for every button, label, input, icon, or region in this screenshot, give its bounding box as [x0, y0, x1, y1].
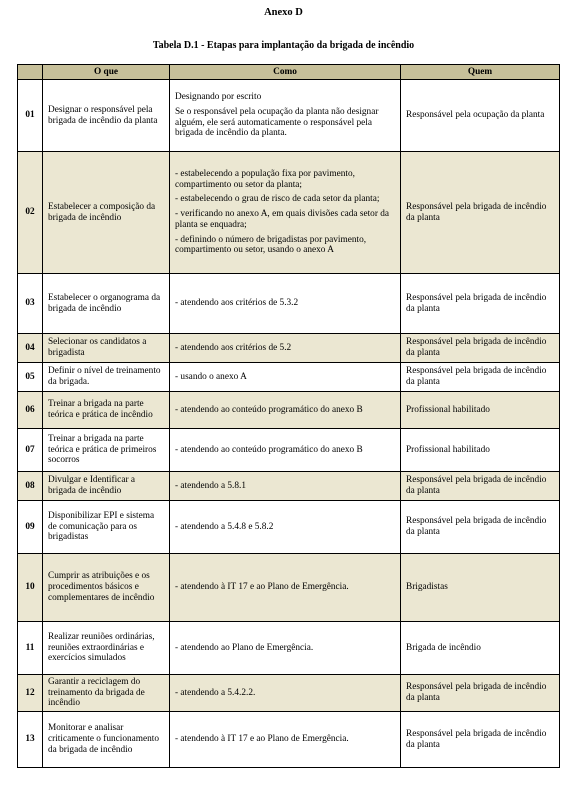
row-how	[170, 712, 401, 768]
row-who: Responsável pela brigada de incêndio da planta	[401, 472, 560, 501]
row-who: Responsável pela brigada de incêndio da planta	[401, 501, 560, 554]
table-row	[18, 80, 560, 152]
row-how	[170, 334, 401, 363]
row-how-line: - estabelecendo a população fixa por pavimento, compartimento ou setor da planta;	[175, 169, 355, 190]
row-how-line: - verificando no anexo A, em quais divisões cada setor da planta se enquadra;	[175, 209, 390, 230]
row-how-line: - atendendo à IT 17 e ao Plano de Emergência.	[175, 582, 349, 593]
row-number: 10	[18, 554, 43, 622]
row-how-line: - atendendo a 5.4.2.2.	[175, 687, 256, 698]
row-what: Garantir a reciclagem do treinamento da brigada de incêndio	[43, 675, 170, 712]
row-what: Disponibilizar EPI e sistema de comunicação para os brigadistas	[43, 501, 170, 554]
row-number: 01	[18, 80, 43, 152]
row-number: 08	[18, 472, 43, 501]
row-number: 09	[18, 501, 43, 554]
table-row	[18, 429, 560, 472]
table-header-row	[18, 65, 560, 80]
row-who: Responsável pela brigada de incêndio da planta	[401, 334, 560, 363]
row-how	[170, 622, 401, 675]
row-how	[170, 80, 401, 152]
row-how-line: Se o responsável pela ocupação da planta não designar alguém, ele será automaticamente o responsável pela brigada de incêndio da planta.	[175, 106, 379, 139]
row-number: 07	[18, 429, 43, 472]
row-what: Monitorar e analisar criticamente o funcionamento da brigada de incêndio	[43, 712, 170, 768]
row-how	[170, 501, 401, 554]
row-who: Responsável pela brigada de incêndio da planta	[401, 675, 560, 712]
table-row	[18, 712, 560, 768]
row-number: 11	[18, 622, 43, 675]
table-row	[18, 622, 560, 675]
row-what: Estabelecer a composição da brigada de incêndio	[43, 152, 170, 274]
row-how-line: - estabelecendo o grau de risco de cada setor da planta;	[175, 194, 380, 205]
row-what: Estabelecer o organograma da brigada de incêndio	[43, 274, 170, 334]
annex-title: Anexo D	[264, 7, 303, 18]
table-row	[18, 392, 560, 429]
row-who: Responsável pela brigada de incêndio da planta	[401, 152, 560, 274]
row-how	[170, 472, 401, 501]
row-who: Profissional habilitado	[401, 392, 560, 429]
row-what: Cumprir as atribuições e os procedimentos básicos e complementares de incêndio	[43, 554, 170, 622]
table-row	[18, 274, 560, 334]
row-how-line: - definindo o número de brigadistas por pavimento, compartimento ou setor, usando o anexo A	[175, 234, 367, 256]
row-how	[170, 363, 401, 392]
row-how-line: - atendendo aos critérios de 5.2	[175, 342, 292, 353]
row-who: Responsável pela brigada de incêndio da planta	[401, 363, 560, 392]
row-who: Brigadistas	[401, 554, 560, 622]
row-what: Treinar a brigada na parte teórica e prática de primeiros socorros	[43, 429, 170, 472]
table-row	[18, 334, 560, 363]
row-how-line: - atendendo ao Plano de Emergência.	[175, 642, 314, 653]
row-how	[170, 675, 401, 712]
row-number: 05	[18, 363, 43, 392]
row-how-line: - usando o anexo A	[175, 371, 247, 382]
row-who: Responsável pela brigada de incêndio da planta	[401, 712, 560, 768]
table-caption: Tabela D.1 - Etapas para implantação da brigada de incêndio	[152, 40, 415, 51]
row-who: Responsável pela ocupação da planta	[401, 80, 560, 152]
row-who: Brigada de incêndio	[401, 622, 560, 675]
row-how-line: - atendendo a 5.8.1	[175, 480, 246, 491]
row-how-line: - atendendo ao conteúdo programático do anexo B	[175, 404, 363, 415]
row-number: 12	[18, 675, 43, 712]
row-number: 13	[18, 712, 43, 768]
table-row	[18, 152, 560, 274]
row-number: 03	[18, 274, 43, 334]
row-what: Designar o responsável pela brigada de incêndio da planta	[43, 80, 170, 152]
header-num	[18, 65, 43, 80]
row-what: Divulgar e Identificar a brigada de incêndio	[43, 472, 170, 501]
row-how-line: - atendendo ao conteúdo programático do anexo B	[175, 444, 363, 455]
row-how	[170, 392, 401, 429]
table-row	[18, 472, 560, 501]
row-how	[170, 274, 401, 334]
row-what: Definir o nível de treinamento da brigada.	[43, 363, 170, 392]
row-how	[170, 554, 401, 622]
row-how	[170, 152, 401, 274]
row-how-line: - atendendo aos critérios de 5.3.2	[175, 298, 299, 309]
header-how: Como	[170, 65, 401, 80]
table-row	[18, 363, 560, 392]
header-who: Quem	[401, 65, 560, 80]
row-what: Realizar reuniões ordinárias, reuniões extraordinárias e exercícios simulados	[43, 622, 170, 675]
table-row	[18, 675, 560, 712]
row-number: 02	[18, 152, 43, 274]
row-how-line: - atendendo à IT 17 e ao Plano de Emergência.	[175, 734, 349, 745]
row-how-line: - atendendo a 5.4.8 e 5.8.2	[175, 521, 274, 532]
row-how	[170, 429, 401, 472]
row-how-line: Designando por escrito	[175, 92, 262, 103]
header-what: O que	[43, 65, 170, 80]
row-what: Selecionar os candidatos a brigadista	[43, 334, 170, 363]
table-row	[18, 501, 560, 554]
table-row	[18, 554, 560, 622]
steps-table	[17, 64, 560, 768]
row-number: 04	[18, 334, 43, 363]
row-who: Responsável pela brigada de incêndio da planta	[401, 274, 560, 334]
row-who: Profissional habilitado	[401, 429, 560, 472]
row-what: Treinar a brigada na parte teórica e prática de incêndio	[43, 392, 170, 429]
row-number: 06	[18, 392, 43, 429]
